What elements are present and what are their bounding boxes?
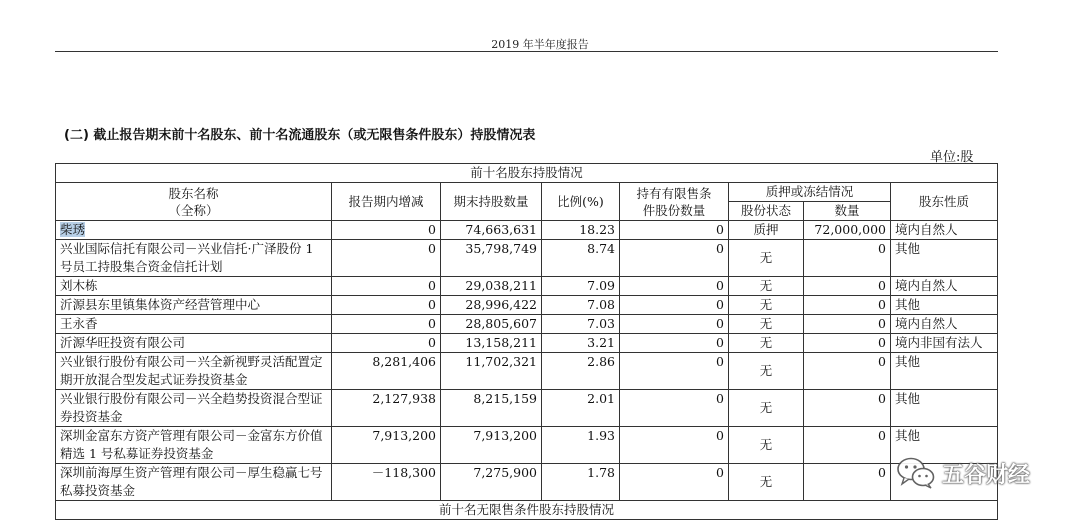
holder-pledge-status: 无 — [729, 427, 804, 464]
holder-name: 兴业银行股份有限公司－兴全新视野灵活配置定期开放混合型发起式证券投资基金 — [56, 353, 332, 390]
table-row — [56, 296, 998, 315]
shareholders-table — [55, 163, 998, 520]
watermark-text: 五谷财经 — [942, 462, 1031, 488]
holder-change: 0 — [332, 315, 441, 334]
holder-change: 7,913,200 — [332, 427, 441, 464]
holder-nature: 境内非国有法人 — [891, 334, 998, 353]
unit-label: 单位:股 — [930, 150, 974, 165]
holder-name: 王永香 — [56, 315, 332, 334]
table-row — [56, 427, 998, 464]
header-pledge-qty: 数量 — [804, 202, 891, 221]
holder-restricted: 0 — [620, 334, 729, 353]
table-row — [56, 464, 998, 501]
holder-change: 8,281,406 — [332, 353, 441, 390]
holder-pledge-status: 无 — [729, 353, 804, 390]
holder-pledge-status: 无 — [729, 390, 804, 427]
holder-nature: 其他 — [891, 240, 998, 277]
holder-pledge-qty: 0 — [804, 390, 891, 427]
holder-ratio: 8.74 — [542, 240, 620, 277]
holder-held: 13,158,211 — [441, 334, 542, 353]
holder-restricted: 0 — [620, 427, 729, 464]
holder-pledge-qty: 72,000,000 — [804, 221, 891, 240]
table-row — [56, 240, 998, 277]
holder-pledge-qty: 0 — [804, 315, 891, 334]
holder-name: 刘木栋 — [56, 277, 332, 296]
header-ratio: 比例(%) — [542, 183, 620, 221]
holder-pledge-status: 无 — [729, 240, 804, 277]
table-row — [56, 390, 998, 427]
footer-caption: 前十名无限售条件股东持股情况 — [56, 501, 998, 520]
holder-pledge-status: 无 — [729, 464, 804, 501]
holder-pledge-status: 无 — [729, 296, 804, 315]
table-row — [56, 334, 998, 353]
holder-pledge-qty: 0 — [804, 296, 891, 315]
header-name: 股东名称 （全称） — [56, 183, 332, 221]
holder-change: 0 — [332, 296, 441, 315]
table-row — [56, 315, 998, 334]
holder-name: 沂源县东里镇集体资产经营管理中心 — [56, 296, 332, 315]
holder-pledge-status: 无 — [729, 334, 804, 353]
holder-pledge-status: 无 — [729, 277, 804, 296]
holder-name: 兴业银行股份有限公司－兴全趋势投资混合型证券投资基金 — [56, 390, 332, 427]
table-row — [56, 277, 998, 296]
holder-restricted: 0 — [620, 464, 729, 501]
holder-held: 8,215,159 — [441, 390, 542, 427]
holder-nature: 境内自然人 — [891, 315, 998, 334]
holder-change: 0 — [332, 277, 441, 296]
holder-ratio: 2.86 — [542, 353, 620, 390]
header-nature: 股东性质 — [891, 183, 998, 221]
holder-ratio: 1.93 — [542, 427, 620, 464]
holder-held: 28,805,607 — [441, 315, 542, 334]
holder-pledge-qty: 0 — [804, 353, 891, 390]
holder-held: 7,275,900 — [441, 464, 542, 501]
holder-pledge-status: 质押 — [729, 221, 804, 240]
holder-ratio: 18.23 — [542, 221, 620, 240]
holder-change: 0 — [332, 334, 441, 353]
holder-restricted: 0 — [620, 315, 729, 334]
holder-restricted: 0 — [620, 296, 729, 315]
holder-ratio: 3.21 — [542, 334, 620, 353]
holder-change: 2,127,938 — [332, 390, 441, 427]
holder-change: 0 — [332, 221, 441, 240]
holder-ratio: 2.01 — [542, 390, 620, 427]
holder-nature: 境内自然人 — [891, 277, 998, 296]
wechat-icon — [896, 456, 936, 490]
holder-restricted: 0 — [620, 221, 729, 240]
holder-name: 柴琇 — [60, 222, 86, 237]
watermark — [896, 456, 1030, 490]
holder-pledge-qty: 0 — [804, 464, 891, 501]
table-caption: 前十名股东持股情况 — [56, 164, 998, 183]
holder-pledge-qty: 0 — [804, 334, 891, 353]
holder-name: 深圳金富东方资产管理有限公司－金富东方价值精选 1 号私募证券投资基金 — [56, 427, 332, 464]
holder-nature: 其他 — [891, 427, 998, 464]
holder-name: 深圳前海厚生资产管理有限公司－厚生稳赢七号私募投资基金 — [56, 464, 332, 501]
holder-ratio: 7.09 — [542, 277, 620, 296]
holder-restricted: 0 — [620, 390, 729, 427]
holder-pledge-qty: 0 — [804, 427, 891, 464]
holder-nature: 境内自然人 — [891, 221, 998, 240]
holder-pledge-qty: 0 — [804, 277, 891, 296]
header-pledge-status: 股份状态 — [729, 202, 804, 221]
holder-held: 74,663,631 — [441, 221, 542, 240]
holder-nature: 其他 — [891, 296, 998, 315]
holder-name: 兴业国际信托有限公司－兴业信托·广泽股份 1 号员工持股集合资金信托计划 — [56, 240, 332, 277]
header-restricted: 持有有限售条 件股份数量 — [620, 183, 729, 221]
report-header-title: 2019 年半年度报告 — [491, 38, 589, 51]
section-title: (二) 截止报告期末前十名股东、前十名流通股东（或无限售条件股东）持股情况表 — [64, 128, 536, 143]
holder-held: 28,996,422 — [441, 296, 542, 315]
holder-ratio: 7.03 — [542, 315, 620, 334]
holder-restricted: 0 — [620, 353, 729, 390]
holder-nature: 其他 — [891, 390, 998, 427]
header-divider — [55, 51, 998, 52]
holder-held: 11,702,321 — [441, 353, 542, 390]
header-pledge: 质押或冻结情况 — [729, 183, 891, 202]
header-change: 报告期内增减 — [332, 183, 441, 221]
holder-change: 0 — [332, 240, 441, 277]
holder-restricted: 0 — [620, 277, 729, 296]
table-row — [56, 353, 998, 390]
holder-change: －118,300 — [332, 464, 441, 501]
holder-name: 沂源华旺投资有限公司 — [56, 334, 332, 353]
holder-ratio: 1.78 — [542, 464, 620, 501]
holder-held: 35,798,749 — [441, 240, 542, 277]
holder-pledge-qty: 0 — [804, 240, 891, 277]
holder-ratio: 7.08 — [542, 296, 620, 315]
holder-held: 29,038,211 — [441, 277, 542, 296]
holder-nature: 其他 — [891, 353, 998, 390]
header-held: 期末持股数量 — [441, 183, 542, 221]
holder-held: 7,913,200 — [441, 427, 542, 464]
holder-pledge-status: 无 — [729, 315, 804, 334]
holder-restricted: 0 — [620, 240, 729, 277]
table-row — [56, 221, 998, 240]
